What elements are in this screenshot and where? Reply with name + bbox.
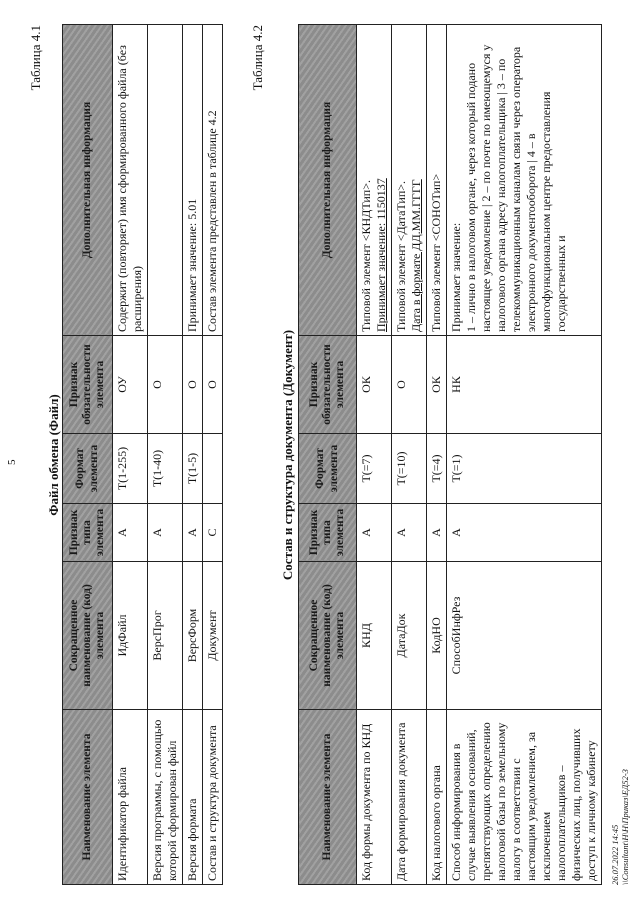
- table1: [62, 24, 223, 885]
- table-cell: Т(1-5): [183, 434, 203, 504]
- table-cell: КНД: [357, 562, 392, 710]
- info-line: Типовой элемент <ДатаТип>.: [394, 180, 408, 332]
- table-cell: [357, 25, 392, 336]
- table-cell: Дата формирования документа: [392, 710, 427, 885]
- table1-number: Таблица 4.1: [28, 25, 43, 91]
- table-row: [113, 25, 148, 885]
- table-cell: Код налогового органа: [427, 710, 447, 885]
- table-cell: А: [392, 504, 427, 562]
- table2-header: Сокращенное наименование (код) элемента: [299, 562, 357, 710]
- info-line: Типовой элемент <СОНОТип>: [429, 173, 443, 332]
- table1-title: Файл обмена (Файл): [46, 394, 61, 516]
- table1-header: Признак обязательности элемента: [63, 336, 113, 434]
- table-cell: Код формы документа по КНД: [357, 710, 392, 885]
- table-cell: ДатаДок: [392, 562, 427, 710]
- table-cell: А: [113, 504, 148, 562]
- table-cell: О: [183, 336, 203, 434]
- info-line: Типовой элемент <КНДТип>.: [359, 180, 373, 332]
- table-cell: ИдФайл: [113, 562, 148, 710]
- table2-title: Состав и структура документа (Документ): [280, 329, 295, 581]
- table-cell: Т(=10): [392, 434, 427, 504]
- table-cell: Т(1-40): [148, 434, 183, 504]
- stamp-line: 26.07.2022 14:45: [610, 824, 620, 885]
- table-cell: Идентификатор файла: [113, 710, 148, 885]
- table1-header: Наименование элемента: [63, 710, 113, 885]
- table2-header: Наименование элемента: [299, 710, 357, 885]
- table-cell: А: [183, 504, 203, 562]
- table-cell: Принимает значение: 5.01: [183, 25, 203, 336]
- table-row: [447, 25, 602, 885]
- table2-header-row: [299, 25, 357, 885]
- info-line: 1 – лично в налоговом органе, через который подано настоящее уведомление | 2 – по почте по имеющемуся у налогового органа адресу налогоплательщика | 3 – по телекоммуникационным каналам связи через оператора электронного документооборота | 4 – в многофункциональном центре предоставления государственных и: [464, 44, 568, 332]
- info-line: Принимает значение: 1150137: [374, 178, 388, 332]
- page-number: 5: [6, 459, 18, 465]
- table2-header: Формат элемента: [299, 434, 357, 504]
- table-cell: О: [392, 336, 427, 434]
- table-cell: [392, 25, 427, 336]
- table-row: [392, 25, 427, 885]
- stamp-line: \\Consultant\Н\Н\Приказ\ЕД52-3: [620, 769, 631, 885]
- table1-header: Формат элемента: [63, 434, 113, 504]
- table-cell: Т(=1): [447, 434, 602, 504]
- table-row: [203, 25, 223, 885]
- table-cell: Т(1-255): [113, 434, 148, 504]
- table-cell: ВерсФорм: [183, 562, 203, 710]
- info-line: Дата в формате ДД.ММ.ГГГГ: [409, 179, 423, 332]
- table1-header-row: [63, 25, 113, 885]
- table-cell: О: [203, 336, 223, 434]
- table-cell: А: [357, 504, 392, 562]
- table-cell: А: [447, 504, 602, 562]
- table-cell: Содержит (повторяет) имя сформированного файла (без расширения): [113, 25, 148, 336]
- table2-header: Дополнительная информация: [299, 25, 357, 336]
- table-cell: [427, 25, 447, 336]
- table-cell: СпособИнфРез: [447, 562, 602, 710]
- table1-header: Сокращенное наименование (код) элемента: [63, 562, 113, 710]
- table-cell: Версия программы, с помощью которой сформирован файл: [148, 710, 183, 885]
- table-cell: ОУ: [113, 336, 148, 434]
- table2-header: Признак обязательности элемента: [299, 336, 357, 434]
- table-cell: Способ информирования в случае выявления оснований, препятствующих определению налоговой базы по земельному налогу в соответствии с настоящим уведомлением, за исключением налогоплательщиков – физических лиц, получивших доступ к личному кабинету: [447, 710, 602, 885]
- table-cell: [203, 434, 223, 504]
- table-cell: А: [427, 504, 447, 562]
- table-cell: С: [203, 504, 223, 562]
- table2-number: Таблица 4.2: [250, 25, 265, 91]
- table-cell: [447, 25, 602, 336]
- table-cell: Т(=4): [427, 434, 447, 504]
- table-cell: ОК: [427, 336, 447, 434]
- footer-stamp: [610, 625, 630, 885]
- table-cell: [148, 25, 183, 336]
- table-row: [148, 25, 183, 885]
- table-cell: КодНО: [427, 562, 447, 710]
- table-row: [427, 25, 447, 885]
- table1-header: Признак типа элемента: [63, 504, 113, 562]
- table-cell: О: [148, 336, 183, 434]
- table2: [298, 24, 602, 885]
- table-cell: Т(=7): [357, 434, 392, 504]
- table-cell: ОК: [357, 336, 392, 434]
- table1-header: Дополнительная информация: [63, 25, 113, 336]
- table-cell: Версия формата: [183, 710, 203, 885]
- table-cell: Состав элемента представлен в таблице 4.2: [203, 25, 223, 336]
- table-cell: ВерсПрог: [148, 562, 183, 710]
- table-cell: А: [148, 504, 183, 562]
- table-cell: Документ: [203, 562, 223, 710]
- table-row: [183, 25, 203, 885]
- table2-header: Признак типа элемента: [299, 504, 357, 562]
- table-cell: НК: [447, 336, 602, 434]
- info-line: Принимает значение:: [449, 222, 463, 332]
- table-cell: Состав и структура документа: [203, 710, 223, 885]
- table-row: [357, 25, 392, 885]
